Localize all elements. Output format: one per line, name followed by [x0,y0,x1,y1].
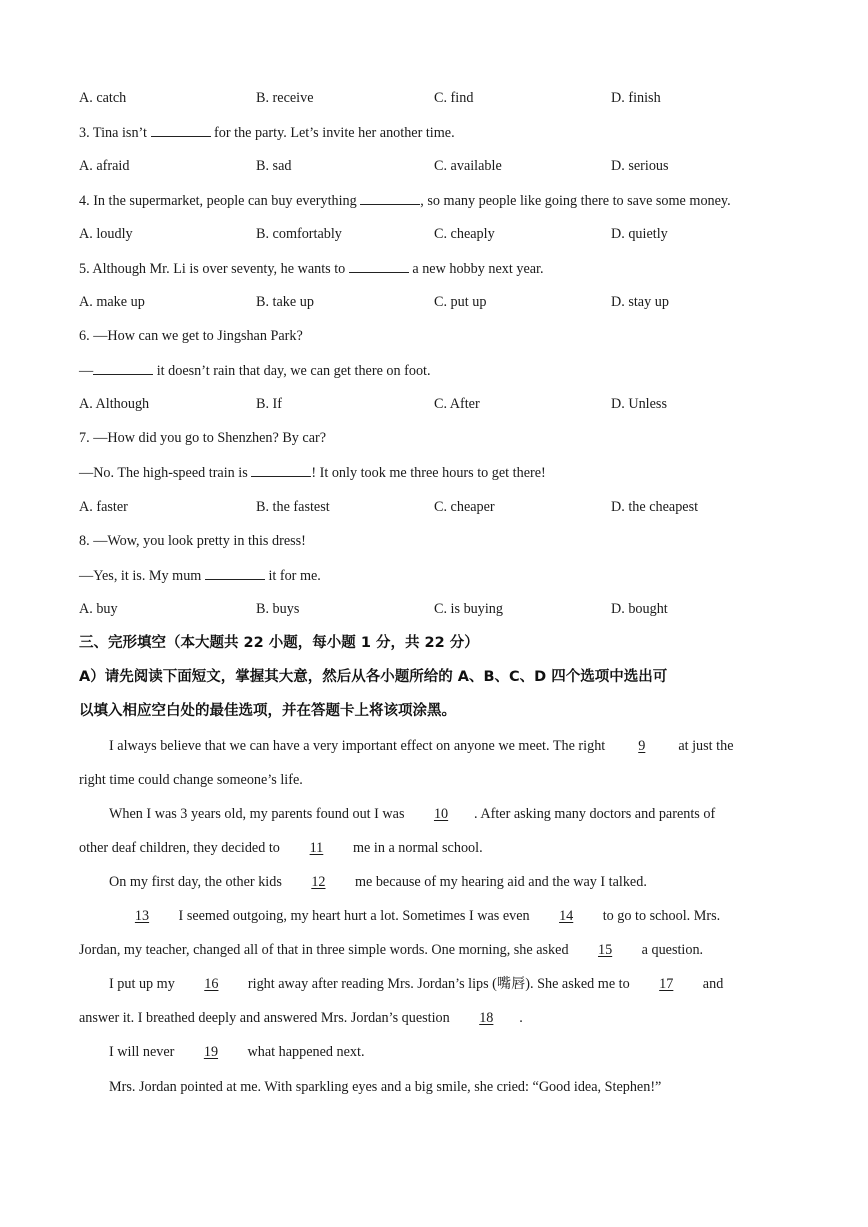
q4-text-after: , so many people like going there to save some money. [420,193,731,209]
passage-text: I will never [109,1044,178,1060]
q8-options [79,599,799,619]
q6-answer-line [79,360,431,381]
q6-blank [93,360,153,375]
q8-text-before: —Yes, it is. My mum [79,568,205,584]
q5-option-a: A. make up [79,294,145,310]
q7-question-line: 7. —How did you go to Shenzhen? By car? [79,430,327,446]
q2-option-b: B. receive [256,90,314,106]
q4-option-b: B. comfortably [256,226,342,242]
q6-option-c: C. After [434,396,480,412]
q8-option-b: B. buys [256,601,300,617]
q7-options [79,497,799,517]
q3-stem [79,122,455,143]
q4-stem [79,190,731,211]
q4-text-before: 4. In the supermarket, people can buy everything [79,193,361,209]
passage-p4-line1 [109,906,720,926]
q2-option-c: C. find [434,90,474,106]
q3-option-a: A. afraid [79,158,130,174]
q7-option-d: D. the cheapest [611,499,699,515]
q8-option-d: D. bought [611,601,668,617]
passage-text: right away after reading Mrs. Jordan’s lips (嘴唇). She asked me to [244,976,634,992]
blank-16: 16 [204,976,219,992]
passage-text: answer it. I breathed deeply and answered Mrs. Jordan’s question [79,1010,454,1026]
blank-14: 14 [559,908,574,924]
q5-text-before: 5. Although Mr. Li is over seventy, he wants to [79,261,349,277]
q3-option-c: C. available [434,158,502,174]
passage-p5-line2 [79,1008,523,1028]
passage-text: I seemed outgoing, my heart hurt a lot. Sometimes I was even [175,908,534,924]
q4-option-a: A. loudly [79,226,133,242]
q3-option-d: D. serious [611,158,669,174]
q7-text-after: ! It only took me three hours to get there! [311,465,546,481]
passage-text: me because of my hearing aid and the way I talked. [351,874,647,890]
q7-option-a: A. faster [79,499,128,515]
q8-blank [205,565,265,580]
q8-option-c: C. is buying [434,601,503,617]
q2-option-d: D. finish [611,90,661,106]
q3-blank [151,122,211,137]
q7-option-c: C. cheaper [434,499,495,515]
passage-p1-line2: right time could change someone’s life. [79,772,303,788]
passage-text: When I was 3 years old, my parents found out I was [109,806,409,822]
q6-option-b: B. If [256,396,283,412]
q6-text-before: — [79,363,94,379]
q8-question-line: 8. —Wow, you look pretty in this dress! [79,533,306,549]
q6-options [79,394,799,414]
passage-text: On my first day, the other kids [109,874,286,890]
q5-blank [349,258,409,273]
q6-text-after: it doesn’t rain that day, we can get there on foot. [153,363,431,379]
blank-11: 11 [309,840,324,856]
q4-blank [360,190,420,205]
passage-text: to go to school. Mrs. [599,908,721,924]
passage-text: Jordan, my teacher, changed all of that in three simple words. One morning, she asked [79,942,573,958]
q4-options [79,224,799,244]
q5-option-b: B. take up [256,294,314,310]
q8-text-after: it for me. [264,568,321,584]
q7-answer-line [79,462,546,483]
q8-option-a: A. buy [79,601,118,617]
section-instruction-line2: 以填入相应空白处的最佳选项，并在答题卡上将该项涂黑。 [79,703,456,719]
q7-blank [251,462,311,477]
passage-text: I put up my [109,976,179,992]
q3-text-before: 3. Tina isn’t [79,125,151,141]
q5-options [79,292,799,312]
blank-9: 9 [638,738,646,754]
section-instruction-line1: A）请先阅读下面短文，掌握其大意，然后从各小题所给的 A、B、C、D 四个选项中选出可 [79,669,668,685]
blank-15: 15 [598,942,613,958]
passage-p2-line1 [109,804,715,824]
blank-18: 18 [479,1010,494,1026]
q4-option-c: C. cheaply [434,226,495,242]
passage-text: other deaf children, they decided to [79,840,284,856]
passage-p5-line1 [109,974,723,994]
q5-text-after: a new hobby next year. [408,261,544,277]
q2-options [79,88,799,108]
passage-p6-line1 [109,1042,365,1062]
blank-10: 10 [433,806,449,822]
q7-text-before: —No. The high-speed train is [79,465,252,481]
q5-option-c: C. put up [434,294,487,310]
q4-option-d: D. quietly [611,226,668,242]
passage-text: and [699,976,724,992]
passage-p7-line1: Mrs. Jordan pointed at me. With sparkling eyes and a big smile, she cried: “Good idea, Stephen!” [109,1079,662,1095]
passage-p2-line2 [79,838,483,858]
q5-stem [79,258,544,279]
passage-text: a question. [638,942,704,958]
q6-question-line: 6. —How can we get to Jingshan Park? [79,328,303,344]
q3-options [79,156,799,176]
passage-p4-line2 [79,940,703,960]
passage-text: at just the [674,738,734,754]
blank-17: 17 [659,976,674,992]
passage-p1-line1 [109,736,734,756]
q3-text-after: for the party. Let’s invite her another time. [210,125,455,141]
passage-text: . [519,1010,523,1026]
blank-19: 19 [203,1044,219,1060]
blank-13: 13 [134,908,150,924]
passage-text: . After asking many doctors and parents of [474,806,716,822]
q7-option-b: B. the fastest [256,499,330,515]
q5-option-d: D. stay up [611,294,669,310]
passage-text: I always believe that we can have a very important effect on anyone we meet. The right [109,738,609,754]
q8-answer-line [79,565,321,586]
passage-text: what happened next. [243,1044,365,1060]
q3-option-b: B. sad [256,158,292,174]
passage-p3-line1 [109,872,647,892]
q6-option-a: A. Although [79,396,150,412]
q2-option-a: A. catch [79,90,127,106]
q6-option-d: D. Unless [611,396,667,412]
section-heading: 三、完形填空（本大题共 22 小题，每小题 1 分，共 22 分） [79,635,479,651]
passage-text: me in a normal school. [349,840,483,856]
blank-12: 12 [311,874,326,890]
